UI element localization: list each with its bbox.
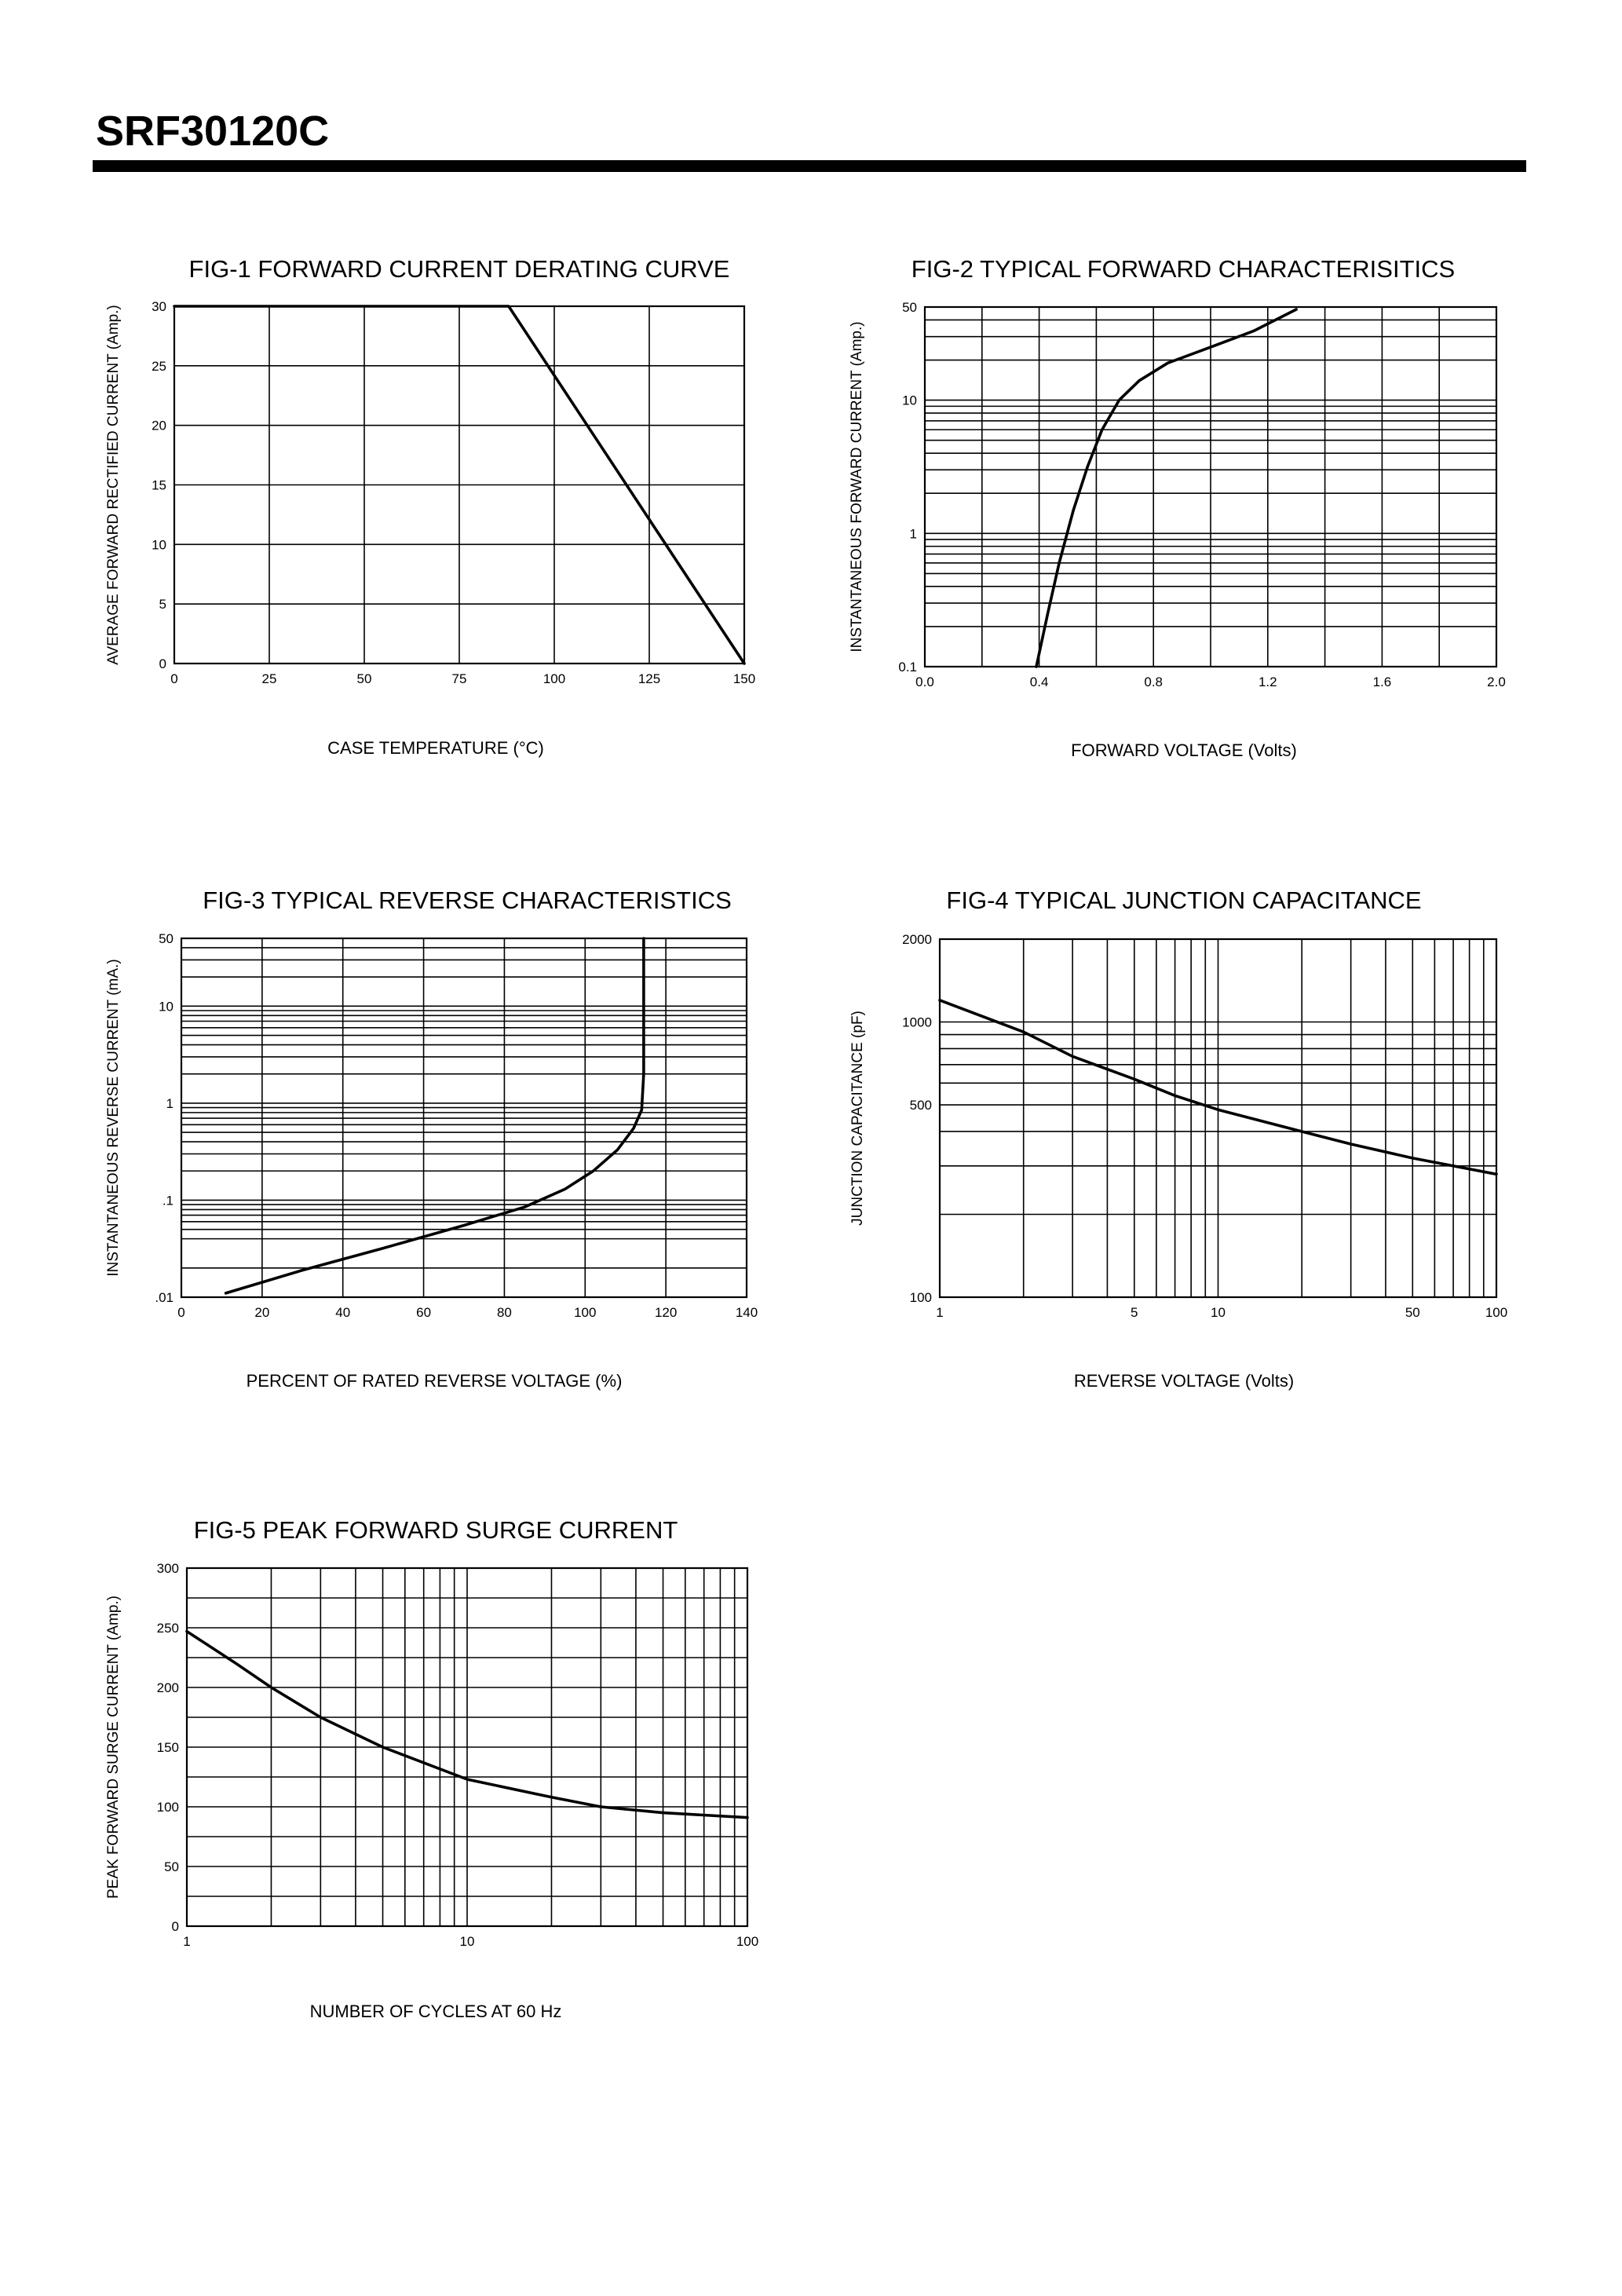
- fig4-xtick-label: 10: [1211, 1305, 1226, 1320]
- fig1-ytick-label: 20: [152, 418, 166, 433]
- fig1-ytick-label: 10: [152, 537, 166, 553]
- fig1-xtick-label: 100: [542, 671, 566, 686]
- fig4-ytick-label: 1000: [902, 1015, 932, 1030]
- fig1-xtick-label: 75: [451, 671, 467, 686]
- fig1-ytick-label: 0: [159, 656, 166, 671]
- fig4-chart: [849, 887, 1507, 1391]
- part-number-title: SRF30120C: [96, 108, 330, 155]
- fig5-ytick-label: 0: [171, 1919, 179, 1934]
- fig2-xtick-label: 1.6: [1372, 675, 1392, 689]
- fig5-ytick-label: 150: [156, 1740, 179, 1755]
- fig4-title: FIG-4 TYPICAL JUNCTION CAPACITANCE: [946, 887, 1422, 914]
- fig4-grid: [940, 939, 1496, 1297]
- fig4-xtick-label: 50: [1405, 1305, 1420, 1320]
- fig3-ytick-label: 1: [166, 1095, 174, 1111]
- fig4-ytick-label: 100: [909, 1290, 932, 1305]
- fig1-ytick-label: 5: [159, 597, 166, 612]
- fig3-xtick-label: 20: [254, 1305, 270, 1320]
- fig2-xtick-label: 0.8: [1144, 675, 1164, 689]
- fig5-chart: [105, 1516, 758, 2021]
- fig1-xlabel: CASE TEMPERATURE (°C): [327, 738, 544, 758]
- fig3-xtick-label: 40: [335, 1305, 351, 1320]
- fig3-title: FIG-3 TYPICAL REVERSE CHARACTERISTICS: [203, 887, 732, 914]
- fig5-ytick-label: 200: [156, 1680, 179, 1695]
- fig1-ytick-label: 30: [152, 299, 166, 314]
- fig5-title: FIG-5 PEAK FORWARD SURGE CURRENT: [193, 1516, 678, 1544]
- fig2-xtick-label: 1.2: [1258, 675, 1277, 689]
- fig4-ylabel: JUNCTION CAPACITANCE (pF): [849, 1011, 866, 1226]
- fig4-ytick-label: 2000: [902, 932, 932, 947]
- fig4-xlabel: REVERSE VOLTAGE (Volts): [1073, 1371, 1295, 1391]
- fig4-xtick-label: 5: [1131, 1305, 1138, 1320]
- fig2-ytick-label: 0.1: [898, 660, 917, 675]
- fig3-grid: [181, 938, 747, 1297]
- fig3-ytick-label: .01: [155, 1290, 174, 1305]
- fig2-ytick-label: 50: [902, 300, 917, 315]
- fig4-xtick-label: 100: [1485, 1305, 1508, 1320]
- fig2-series-forward: [1036, 309, 1296, 667]
- fig3-xtick-label: 80: [496, 1305, 512, 1320]
- fig1-ylabel: AVERAGE FORWARD RECTIFIED CURRENT (Amp.): [105, 305, 122, 665]
- fig5-xtick-label: 100: [736, 1934, 759, 1949]
- fig2-xtick-label: 0.0: [915, 675, 934, 689]
- fig3-xtick-label: 120: [654, 1305, 678, 1320]
- fig1-grid: [174, 306, 744, 664]
- fig2-xtick-label: 0.4: [1029, 675, 1049, 689]
- fig3-series-reverse: [226, 938, 644, 1293]
- fig5-xtick-label: 10: [459, 1934, 475, 1949]
- fig2-xlabel: FORWARD VOLTAGE (Volts): [1071, 740, 1297, 760]
- fig1-title: FIG-1 FORWARD CURRENT DERATING CURVE: [188, 255, 730, 283]
- fig5-xtick-label: 1: [183, 1934, 191, 1949]
- fig1-xtick-label: 125: [637, 671, 661, 686]
- fig3-xtick-label: 100: [574, 1305, 597, 1320]
- fig1-xtick-label: 150: [732, 671, 756, 686]
- fig1-xtick-label: 0: [170, 671, 178, 686]
- fig3-chart: [105, 887, 758, 1391]
- fig2-xtick-label: 2.0: [1487, 675, 1506, 689]
- fig4-ytick-label: 500: [909, 1098, 932, 1113]
- fig5-grid: [187, 1568, 747, 1926]
- fig1-ytick-label: 15: [152, 477, 166, 493]
- fig3-xlabel: PERCENT OF RATED REVERSE VOLTAGE (%): [246, 1371, 623, 1391]
- fig3-ytick-label: 50: [159, 931, 174, 946]
- fig3-xtick-label: 60: [416, 1305, 432, 1320]
- fig4-xtick-label: 1: [936, 1305, 944, 1320]
- fig3-xtick-label: 0: [177, 1305, 185, 1320]
- fig5-ytick-label: 300: [156, 1561, 179, 1576]
- fig3-ylabel: INSTANTANEOUS REVERSE CURRENT (mA.): [105, 959, 122, 1277]
- fig1-ytick-label: 25: [152, 358, 166, 374]
- fig2-ylabel: INSTANTANEOUS FORWARD CURRENT (Amp.): [849, 321, 865, 653]
- fig3-ytick-label: 10: [159, 999, 174, 1015]
- fig1-chart: [105, 255, 755, 758]
- fig2-title: FIG-2 TYPICAL FORWARD CHARACTERISITICS: [911, 255, 1456, 283]
- fig5-ylabel: PEAK FORWARD SURGE CURRENT (Amp.): [105, 1595, 122, 1899]
- fig2-grid: [925, 307, 1496, 667]
- fig5-ytick-label: 50: [164, 1859, 179, 1874]
- fig5-ytick-label: 100: [156, 1800, 179, 1815]
- fig1-xtick-label: 25: [261, 671, 277, 686]
- fig2-ytick-label: 1: [909, 526, 917, 542]
- fig3-ytick-label: .1: [162, 1193, 174, 1208]
- fig1-xtick-label: 50: [356, 671, 372, 686]
- fig2-ytick-label: 10: [902, 393, 917, 408]
- fig5-ytick-label: 250: [156, 1621, 179, 1636]
- fig5-xlabel: NUMBER OF CYCLES AT 60 Hz: [309, 2002, 562, 2021]
- fig2-chart: [849, 255, 1506, 760]
- fig3-xtick-label: 140: [735, 1305, 758, 1320]
